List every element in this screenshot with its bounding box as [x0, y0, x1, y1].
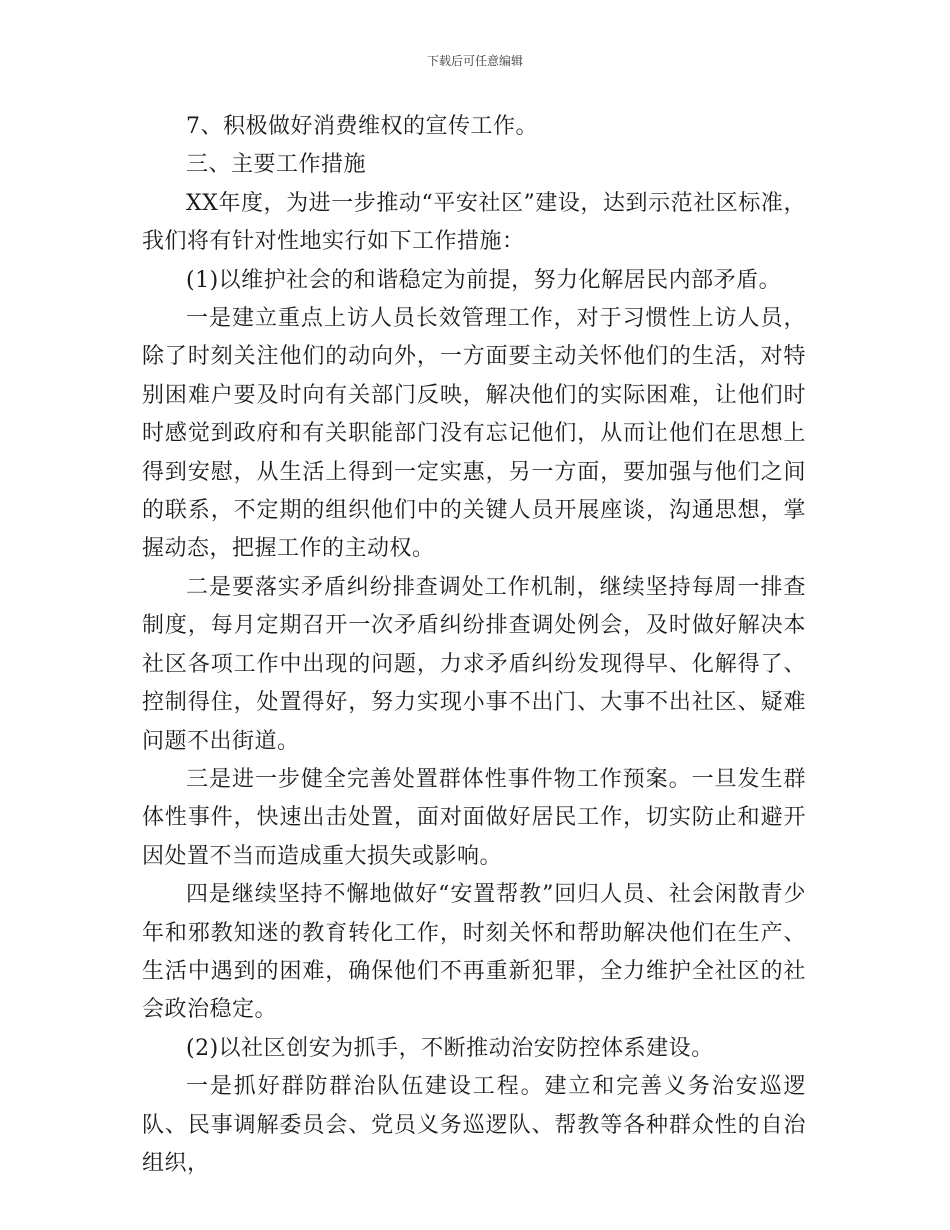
paragraph-item-4: 四是继续坚持不懈地做好“安置帮教”回归人员、社会闲散青少年和邪教知迷的教育转化工作，时刻关怀和帮助解决他们在生产、生活中遇到的困难，确保他们不再重新犯罪，全力维护全社区的社会政治稳定。 — [142, 882, 806, 1023]
subheading-2: (2)以社区创安为抓手，不断推动治安防控体系建设。 — [186, 1035, 714, 1061]
paragraph-item-3: 三是进一步健全完善处置群体性事件物工作预案。一旦发生群体性事件，快速出击处置，面对面做好居民工作，切实防止和避开因处置不当而造成重大损失或影响。 — [142, 766, 806, 869]
paragraph-item-5: 一是抓好群防群治队伍建设工程。建立和完善义务治安巡逻队、民事调解委员会、党员义务巡逻队、帮教等各种群众性的自治组织， — [142, 1074, 806, 1176]
paragraph-item-1: 一是建立重点上访人员长效管理工作，对于习惯性上访人员，除了时刻关注他们的动向外，一方面要主动关怀他们的生活，对特别困难户要及时向有关部门反映，解决他们的实际困难，让他们时时感觉到政府和有关职能部门没有忘记他们，从而让他们在思想上得到安慰，从生活上得到一定实惠，另一方面，要加强与他们之间的联系，不定期的组织他们中的关键人员开展座谈，沟通思想，掌握动态，把握工作的主动权。 — [142, 306, 806, 562]
section-heading-main-measures: 三、主要工作措施 — [186, 152, 367, 178]
paragraph-item-2: 二是要落实矛盾纠纷排查调处工作机制，继续坚持每周一排查制度，每月定期召开一次矛盾纠纷排查调处例会，及时做好解决本社区各项工作中出现的问题，力求矛盾纠纷发现得早、化解得了、控制得住，处置得好，努力实现小事不出门、大事不出社区、疑难问题不出街道。 — [142, 574, 806, 754]
document-body — [142, 108, 806, 1183]
paragraph-consumer-rights: 7、积极做好消费维权的宣传工作。 — [186, 114, 538, 139]
paragraph-intro: XX年度，为进一步推动“平安社区”建设，达到示范社区标准，我们将有针对性地实行如下工作措施： — [142, 190, 806, 255]
page-header: 下载后可任意编辑 — [426, 54, 523, 68]
subheading-1: (1)以维护社会的和谐稳定为前提，努力化解居民内部矛盾。 — [186, 267, 782, 293]
